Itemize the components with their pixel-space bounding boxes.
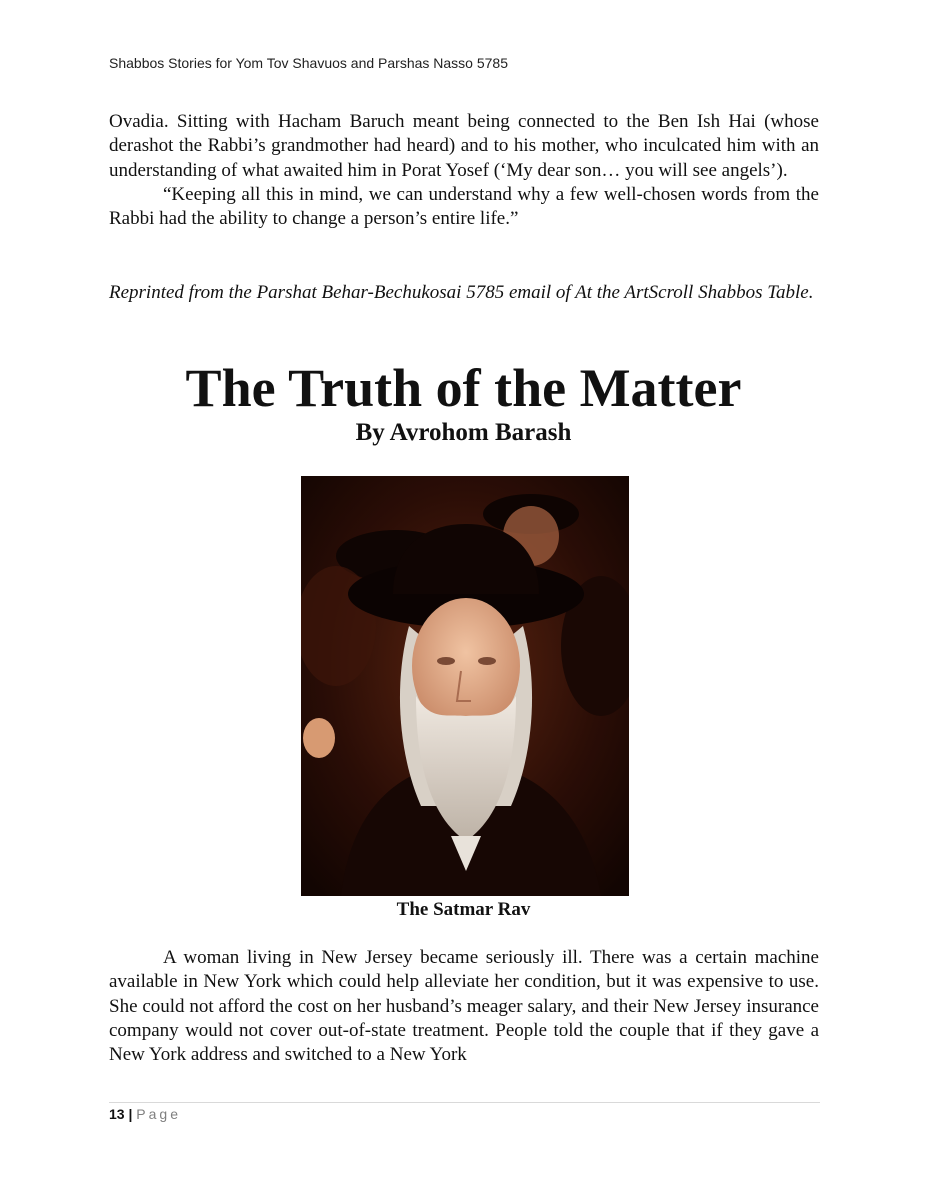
- footer-separator: |: [128, 1106, 133, 1122]
- reprint-note: [109, 281, 819, 305]
- article-byline: By Avrohom Barash: [355, 419, 572, 446]
- footer-divider: [109, 1102, 820, 1103]
- previous-story-text: [109, 110, 819, 231]
- previous-story-paragraph: Ovadia. Sitting with Hacham Baruch meant being connected to the Ben Ish Hai (whose derashot the Rabbi’s grandmother had heard) and to his mother, who inculcated him with an understanding of what awaited him in Porat Yosef (‘My dear son… you will see angels’).: [109, 111, 819, 181]
- portrait-illustration: [301, 476, 629, 896]
- article-body: [109, 946, 819, 1067]
- article-title: The Truth of the Matter: [185, 358, 742, 418]
- page-number: 13: [109, 1106, 125, 1122]
- previous-story-paragraph: “Keeping all this in mind, we can understand why a few well-chosen words from the Rabbi had the ability to change a person’s entire life.”: [109, 183, 819, 230]
- reprint-note-text: Reprinted from the Parshat Behar-Bechukosai 5785 email of At the ArtScroll Shabbos Table.: [109, 282, 814, 303]
- page-footer: [109, 1106, 181, 1122]
- page-label: Page: [136, 1106, 181, 1122]
- portrait-photo: [301, 476, 629, 896]
- running-header: Shabbos Stories for Yom Tov Shavuos and Parshas Nasso 5785: [109, 55, 508, 71]
- article-paragraph: A woman living in New Jersey became seriously ill. There was a certain machine available in New York which could help alleviate her condition, but it was expensive to use. She could not afford the cost on her husband’s meager salary, and their New Jersey insurance company would not cover out-of-state treatment. People told the couple that if they gave a New York address and switched to a New York: [109, 947, 819, 1066]
- photo-caption: The Satmar Rav: [396, 899, 531, 920]
